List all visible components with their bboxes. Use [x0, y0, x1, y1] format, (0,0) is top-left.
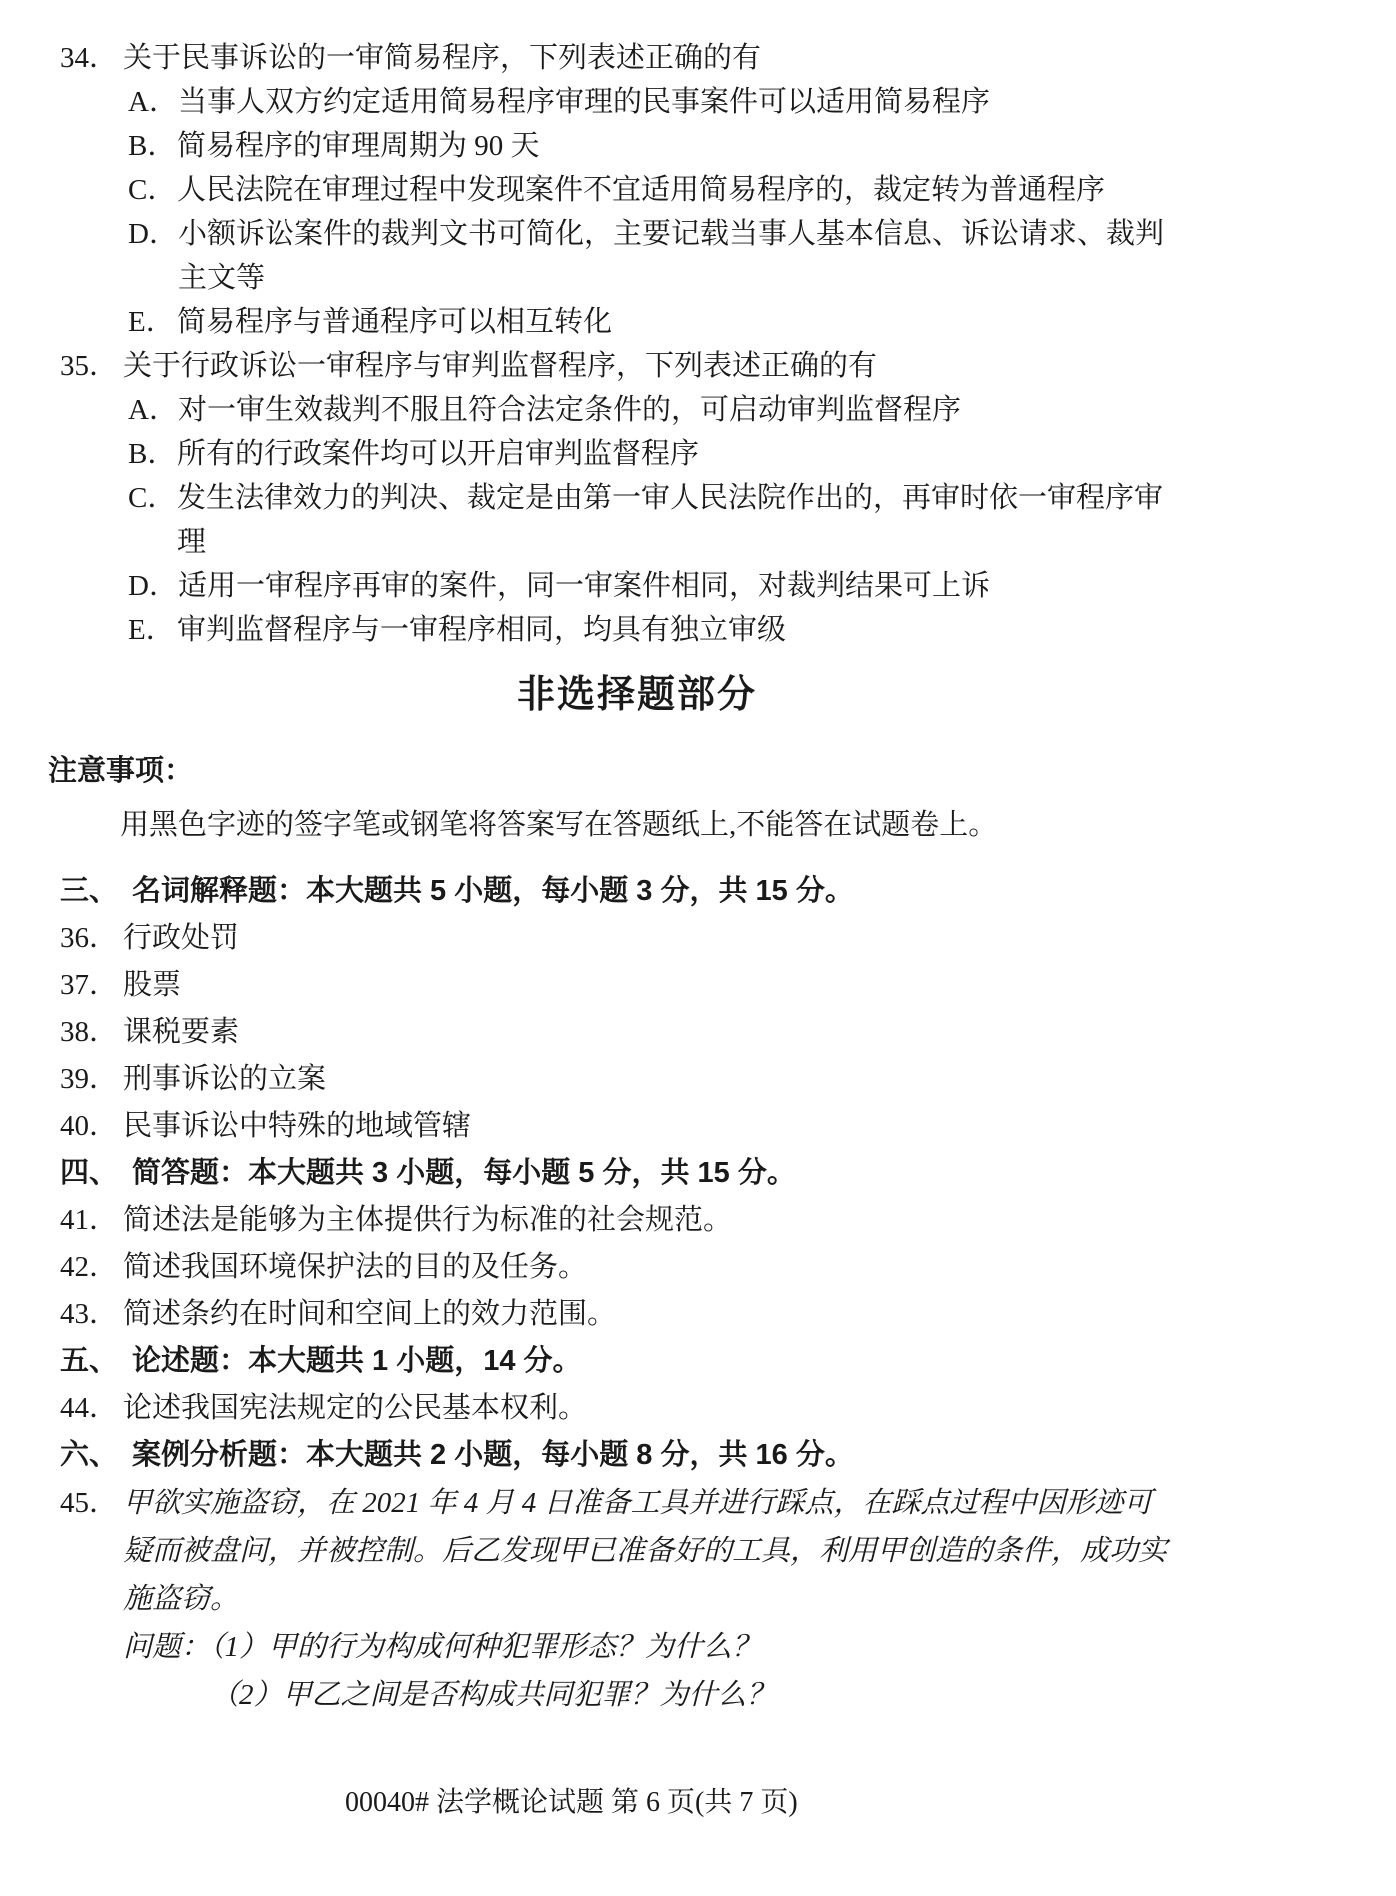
- case-prompt-line: （2）甲乙之间是否构成共同犯罪？为什么？: [210, 1679, 776, 1711]
- notice-text: 用黑色字迹的签字笔或钢笔将答案写在答题纸上,不能答在试题卷上。: [120, 809, 998, 841]
- exam-item: [60, 1103, 1250, 1150]
- option-text: [178, 80, 1250, 124]
- section-header: [60, 1432, 1250, 1479]
- option-row: [128, 124, 1250, 168]
- option-row: [128, 564, 1250, 608]
- option-line: 发生法律效力的判决、裁定是由第一审人民法院作出的，再审时依一审程序审: [177, 482, 1164, 514]
- item-text: 简述条约在时间和空间上的效力范围。: [123, 1298, 617, 1330]
- item-number: 43．: [60, 1298, 119, 1330]
- option-text: [177, 476, 1250, 564]
- option-text: [177, 168, 1250, 212]
- item-text: 刑事诉讼的立案: [123, 1063, 327, 1095]
- item-text: 论述我国宪法规定的公民基本权利。: [123, 1392, 588, 1424]
- section-title: 简答题：本大题共 3 小题，每小题 5 分，共 15 分。: [132, 1157, 796, 1189]
- section-header: [60, 1150, 1250, 1197]
- option-line: 小额诉讼案件的裁判文书可简化，主要记载当事人基本信息、诉讼请求、裁判: [177, 218, 1164, 250]
- option-line: 主文等: [177, 262, 265, 294]
- question-number: 35．: [60, 350, 119, 382]
- option-label: B．: [128, 438, 177, 470]
- item-text: 民事诉讼中特殊的地域管辖: [123, 1110, 472, 1142]
- footer-page-info: 00040# 法学概论试题 第 6 页(共 7 页): [345, 1787, 798, 1818]
- section-title: 案例分析题：本大题共 2 小题，每小题 8 分，共 16 分。: [132, 1439, 854, 1471]
- option-row: [128, 476, 1250, 564]
- option-row: [128, 432, 1250, 476]
- question-row-35: [60, 344, 1250, 388]
- item-number: 42．: [60, 1251, 119, 1283]
- option-row: [128, 300, 1250, 344]
- exam-item: [60, 1244, 1250, 1291]
- section-title: 论述题：本大题共 1 小题，14 分。: [132, 1345, 582, 1377]
- part-heading: 非选择题部分: [516, 674, 757, 716]
- option-line: 理: [177, 526, 207, 558]
- option-line: 简易程序的审理周期为 90 天: [177, 130, 540, 162]
- item-number: 37．: [60, 969, 119, 1001]
- item-number: 38．: [60, 1016, 119, 1048]
- section-number: 四、: [60, 1157, 119, 1189]
- case-text: [123, 1479, 1250, 1719]
- item-text: 行政处罚: [123, 922, 240, 954]
- item-number: 36．: [60, 922, 119, 954]
- option-text: [177, 608, 1250, 652]
- case-body-line: 疑而被盘问，并被控制。后乙发现甲已准备好的工具，利用甲创造的条件，成功实: [123, 1535, 1168, 1567]
- exam-item: [60, 1009, 1250, 1056]
- item-number: 40．: [60, 1110, 119, 1142]
- option-line: 对一审生效裁判不服且符合法定条件的，可启动审判监督程序: [177, 394, 961, 426]
- section-header: [60, 1338, 1250, 1385]
- case-body-line: 甲欲实施盗窃，在 2021 年 4 月 4 日准备工具并进行踩点，在踩点过程中因形迹可: [123, 1487, 1153, 1519]
- section-number: 六、: [60, 1439, 119, 1471]
- item-text: 简述法是能够为主体提供行为标准的社会规范。: [123, 1204, 733, 1236]
- option-label: E．: [128, 614, 175, 646]
- option-text: [177, 124, 1250, 168]
- option-line: 人民法院在审理过程中发现案件不宜适用简易程序的，裁定转为普通程序: [177, 174, 1106, 206]
- section-header: [60, 868, 1250, 915]
- item-text: 股票: [123, 969, 182, 1001]
- option-label: A．: [128, 86, 178, 118]
- section-title: 名词解释题：本大题共 5 小题，每小题 3 分，共 15 分。: [132, 875, 854, 907]
- question-stem: 关于民事诉讼的一审简易程序，下列表述正确的有: [123, 42, 762, 74]
- exam-item: [60, 1056, 1250, 1103]
- notice-label: 注意事项：: [48, 755, 194, 787]
- option-label: D．: [128, 218, 178, 250]
- section-number: 三、: [60, 875, 119, 907]
- option-line: 审判监督程序与一审程序相同，均具有独立审级: [177, 614, 787, 646]
- option-text: [178, 388, 1250, 432]
- case-body-line: 施盗窃。: [123, 1583, 240, 1615]
- case-question-45: [60, 1479, 1250, 1719]
- option-line: 适用一审程序再审的案件，同一审案件相同，对裁判结果可上诉: [177, 570, 990, 602]
- exam-item: [60, 1385, 1250, 1432]
- item-number: 39．: [60, 1063, 119, 1095]
- item-text: 课税要素: [123, 1016, 240, 1048]
- question-stem: 关于行政诉讼一审程序与审判监督程序，下列表述正确的有: [123, 350, 878, 382]
- case-prompt-line: 问题：（1）甲的行为构成何种犯罪形态？为什么？: [123, 1631, 762, 1663]
- option-row: [128, 388, 1250, 432]
- exam-item: [60, 1291, 1250, 1338]
- item-number: 41．: [60, 1204, 119, 1236]
- option-label: E．: [128, 306, 175, 338]
- item-number: 45．: [60, 1487, 119, 1519]
- item-text: 简述我国环境保护法的目的及任务。: [123, 1251, 588, 1283]
- option-row: [128, 168, 1250, 212]
- exam-item: [60, 1197, 1250, 1244]
- option-line: 所有的行政案件均可以开启审判监督程序: [177, 438, 700, 470]
- option-label: A．: [128, 394, 178, 426]
- option-row: [128, 80, 1250, 124]
- option-text: [178, 564, 1250, 608]
- option-line: 简易程序与普通程序可以相互转化: [177, 306, 613, 338]
- option-line: 当事人双方约定适用简易程序审理的民事案件可以适用简易程序: [177, 86, 990, 118]
- option-label: D．: [128, 570, 178, 602]
- option-text: [177, 300, 1250, 344]
- section-number: 五、: [60, 1345, 119, 1377]
- option-label: B．: [128, 130, 177, 162]
- option-row: [128, 212, 1250, 300]
- exam-item: [60, 915, 1250, 962]
- option-label: C．: [128, 174, 177, 206]
- option-label: C．: [128, 482, 177, 514]
- question-row-34: [60, 36, 1250, 80]
- option-row: [128, 608, 1250, 652]
- option-text: [178, 212, 1250, 300]
- exam-item: [60, 962, 1250, 1009]
- item-number: 44．: [60, 1392, 119, 1424]
- question-number: 34．: [60, 42, 119, 74]
- option-text: [177, 432, 1250, 476]
